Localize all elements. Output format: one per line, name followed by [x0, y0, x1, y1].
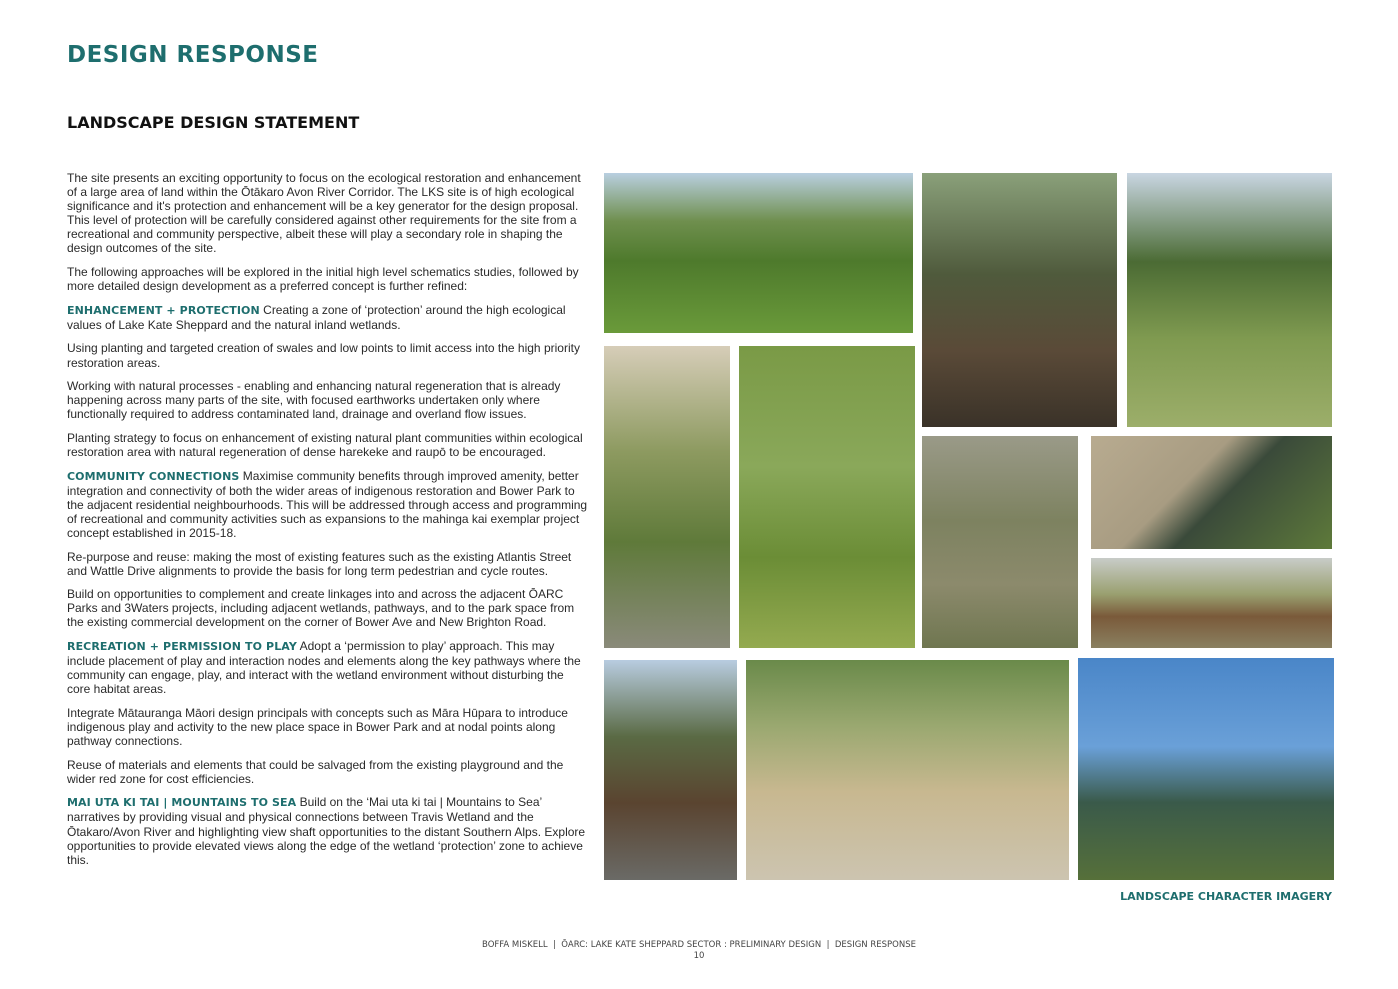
design-statement-text	[67, 171, 589, 876]
paragraph-text: Creating a zone of ‘protection’ around the high ecological values of Lake Kate Sheppard and the natural inland wetlands.	[67, 302, 566, 332]
paragraph	[67, 265, 589, 293]
paragraph-text: Maximise community benefits through improved amenity, better integration and connectivity of both the wider areas of indigenous restoration and Bower Park to the adjacent residential neighbourhoods. This will be addressed through access and programming of recreational and community activities such as expansions to the mahinga kai exemplar project concept established in 2015-18.	[67, 468, 588, 540]
photo-stream-trees	[604, 346, 730, 648]
photo-timber-posts	[922, 436, 1078, 648]
paragraph	[67, 550, 589, 578]
paragraph-text: Re-purpose and reuse: making the most of existing features such as the existing Atlantis Street and Wattle Drive alignments to provide the basis for long term pedestrian and cycle routes.	[67, 549, 572, 578]
paragraph-text: The site presents an exciting opportunity to focus on the ecological restoration and enhancement of a large area of land within the Ōtākaro Avon River Corridor. The LKS site is of high ecological significance and it's protection and enhancement will be a key generator for the design proposal. This level of protection will be carefully considered against other requirements for the site from a recreational and community perspective, albeit these will play a secondary role in shaping the design outcomes of the site.	[67, 171, 581, 256]
paragraph	[67, 795, 589, 866]
paragraph	[67, 431, 589, 459]
paragraph-text: Planting strategy to focus on enhancement of existing natural plant communities within ecological restoration area with natural regeneration of dense harekeke and raupō to be encouraged.	[67, 430, 583, 459]
page-footer	[0, 940, 1398, 962]
photo-boardwalk-bench	[604, 660, 737, 880]
paragraph-text: Build on opportunities to complement and create linkages into and across the adjacent ŌARC Parks and 3Waters projects, including adjacent wetlands, pathways, and to the park space from the existing commercial development on the corner of Bower Ave and New Brighton Road.	[67, 587, 575, 630]
paragraph-heading: COMMUNITY CONNECTIONS	[67, 469, 240, 483]
paragraph	[67, 341, 589, 369]
photo-children-on-log	[922, 173, 1117, 427]
paragraph-text: Working with natural processes - enabling and enhancing natural regeneration that is already happening across many parts of the site, with focused earthworks undertaken only where functionally required to address contaminated land, drainage and overland flow issues.	[67, 379, 561, 422]
photo-play-posts-nets	[746, 660, 1069, 880]
section-title: LANDSCAPE DESIGN STATEMENT	[67, 113, 360, 132]
photo-bench-wetland	[1091, 558, 1332, 648]
imagery-caption: LANDSCAPE CHARACTER IMAGERY	[1120, 890, 1332, 903]
photo-park-playground	[604, 173, 913, 333]
paragraph-heading: RECREATION + PERMISSION TO PLAY	[67, 640, 297, 654]
paragraph	[67, 706, 589, 748]
photo-boardwalk-pond	[1091, 436, 1332, 549]
paragraph-text: Reuse of materials and elements that could be salvaged from the existing playground and the wider red zone for cost efficiencies.	[67, 757, 564, 786]
paragraph	[67, 469, 589, 540]
paragraph-heading: MAI UTA KI TAI | MOUNTAINS TO SEA	[67, 796, 297, 810]
paragraph	[67, 639, 589, 696]
photo-family-walking-wetland	[739, 346, 915, 648]
paragraph	[67, 171, 589, 256]
paragraph	[67, 587, 589, 629]
paragraph-text: Using planting and targeted creation of swales and low points to limit access into the high priority restoration areas.	[67, 341, 580, 370]
page-title: DESIGN RESPONSE	[67, 42, 319, 68]
paragraph-text: Build on the ‘Mai uta ki tai | Mountains to Sea’ narratives by providing visual and physical connections between Travis Wetland and the Ōtakaro/Avon River and highlighting view shaft opportunities to the distant Southern Alps. Explore opportunities to provide elevated views along the edge of the wetland ‘protection’ zone to achieve this.	[67, 795, 586, 867]
paragraph-text: Adopt a ‘permission to play’ approach. This may include placement of play and interaction nodes and elements along the key pathways where the community can engage, play, and interact with the wetland environment without disturbing the core habitat areas.	[67, 639, 581, 697]
paragraph	[67, 379, 589, 421]
paragraph	[67, 303, 589, 332]
photo-grass-mound	[1127, 173, 1332, 427]
photo-viewing-tower-stairs	[1078, 658, 1334, 880]
footer-line: BOFFA MISKELL | ŌARC: LAKE KATE SHEPPARD SECTOR : PRELIMINARY DESIGN | DESIGN RESPONSE	[482, 940, 916, 950]
paragraph	[67, 758, 589, 786]
paragraph-text: The following approaches will be explored in the initial high level schematics studies, followed by more detailed design development as a preferred concept is further refined:	[67, 265, 579, 294]
paragraph-text: Integrate Mātauranga Māori design principals with concepts such as Māra Hūpara to introduce indigenous play and activity to the new place space in Bower Park and at nodal points along pathway connections.	[67, 705, 568, 749]
page-number: 10	[693, 951, 705, 961]
paragraph-heading: ENHANCEMENT + PROTECTION	[67, 303, 260, 317]
